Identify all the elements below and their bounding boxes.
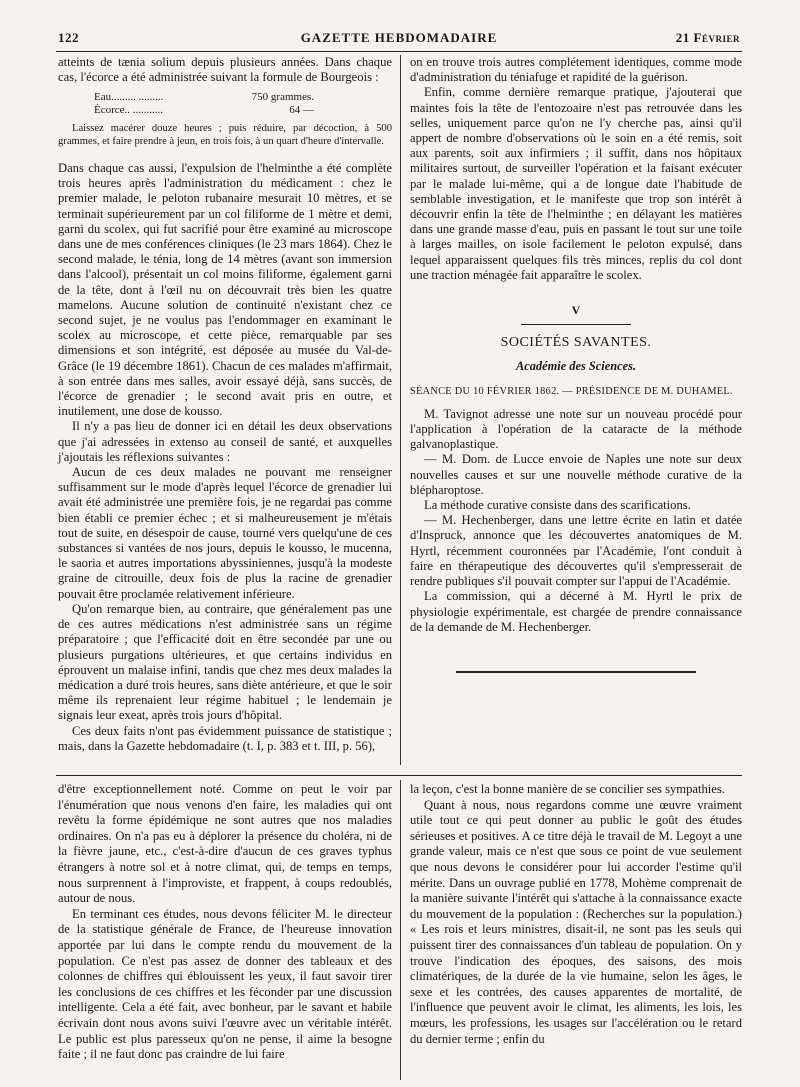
bourgeois-formula [94, 91, 392, 117]
section-end-rule [456, 671, 696, 673]
academy-paragraph: La méthode curative consiste dans des scarifications. [424, 498, 691, 513]
body-paragraph: Ces deux faits n'ont pas évidemment puissance de statistique ; mais, dans la Gazette hebdomadaire (t. I, p. 383 et t. III, p. 56), [58, 723, 392, 753]
ingredient-quantity: 64 — [289, 104, 314, 117]
lower-right-column [410, 782, 742, 1047]
body-paragraph: Dans chaque cas aussi, l'expulsion de l'helminthe a été complète trois heures après l'administration du médicament : chez le premier malade, le peloton rubanaire mesurait 10 mètres, et se terminait supérieurement par un col filiforme de 1 mètre et demi, garni du scolex, qui fut sacrifié pour être examiné au microscope dans une de mes conférences cliniques (le 23 mars 1864). Chez le second malade, le ténia, long de 14 mètres (avant son immersion dans l'alcool), présentait un col moins filiforme, également garni de la tête, dont à l'œil nu on découvrait très bien les quatre mamelons. Aucune solution de continuité n'existant chez ce second sujet, je ne voulus pas l'endommager en examinant le scolex au microscope, et cette pièce, remarquable par ses dimensions et son intégrité, est déposée au musée du Val-de-Grâce (le 19 décembre 1861). Chacun de ces malades m'affirmait, à son entrée dans mes salles, avoir essayé déjà, sans succès, de l'écorce de grenadier ; le second avait pris en outre, et inutilement, une dose de kousso. [58, 161, 392, 419]
seance-line: SÉANCE DU 10 FÉVRIER 1862. — PRÉSIDENCE DE M. DUHAMEL. [410, 385, 733, 397]
page-number: 122 [58, 30, 79, 45]
feuilleton-paragraph: En terminant ces études, nous devons féliciter M. le directeur de la statistique générale de France, de l'heureuse innovation apportée par lui dans le compte rendu du mouvement de la population. Ce n'est pas assez de donner des tableaux et des colonnes de chiffres qui éblouissent les yeux, il faut savoir tirer les conclusions de ces chiffres et les féconder par une discussion intelligente. Cela a été fait, avec bonheur, par le savant et habile écrivain dont nous avons suivi l'œuvre avec un véritable intérêt. Le public est plus paresseux qu'on ne pense, il aime la besogne faite ; il ne faut donc pas craindre de lui faire [58, 906, 392, 1062]
feuilleton-paragraph: Quant à nous, nous regardons comme une œuvre vraiment utile tout ce qui peut donner au public le goût des études sérieuses et positives. A ce titre déjà le travail de M. Legoyt a une grande valeur, mais ce n'est que sous ce point de vue seulement que nous devons le considérer pour lui accorder l'estime qu'il mérite. Dans un ouvrage publié en 1778, Mohème comprenait de la manière suivante l'intérêt qui s'attache à la connaissance exacte du mouvement de la population : (Recherches sur la population.) « Les rois et leurs ministres, disait-il, ne sont pas les seuls qui puissent tirer des connaissances d'un tableau de population. On y trouve l'indication des époques, des saisons, des mois climatériques, de la durée de la vie humaine, selon les âges, le sexe et les contrées, des causes apparentes de mortalité, de l'influence que peuvent avoir le climat, les aliments, les lois, les mœurs, les professions, les usages sur l'accélération ou le retard du dernier terme ; enfin du [410, 797, 742, 1046]
column-divider-lower [400, 780, 401, 1080]
body-paragraph: on en trouve trois autres complétement identiques, comme mode d'administration du téniafuge et rapidité de la guérison. [410, 55, 742, 85]
upper-left-column [58, 55, 392, 754]
intro-paragraph: atteints de tænia solium depuis plusieurs années. Dans chaque cas, l'écorce a été administrée suivant la formule de Bourgeois : [58, 55, 392, 85]
column-divider-upper [400, 55, 401, 765]
page-header [58, 30, 740, 48]
feuilleton-paragraph: d'être exceptionnellement noté. Comme on peut le voir par l'énumération que nous venons d'en faire, les maladies qui ont revêtu la forme épidémique ne sont autres que nos maladies ordinaires. On n'a pas eu à déplorer la présence du choléra, ni de la fièvre jaune, etc., c'est-à-dire d'aucun de ces graves typhus étrangers à notre sol et à notre climat, qui, de temps en temps, nous surprennent à l'improviste, et frappent, à coups redoublés, autour de nous. [58, 782, 392, 906]
preparation-instruction: Laissez macérer douze heures ; puis réduire, par décoction, à 500 grammes, et faire prendre à jeun, en trois fois, à un quart d'heure d'intervalle. [58, 123, 392, 148]
formula-row-eau [94, 91, 392, 104]
ingredient-name: Écorce.. ........... [94, 104, 164, 117]
body-paragraph: Enfin, comme dernière remarque pratique, j'ajouterai que maintes fois la tête de l'entozoaire n'est pas retrouvée dans les selles, uniquement parce qu'on ne l'y cherche pas, ainsi qu'il appert de nombre d'observations où le soin en a été remis, soit aux parents, soit aux infirmiers ; il suffit, dans nos hôpitaux militaires surtout, de surveiller l'opération et la faisant exécuter par le malade lui-même, qui a de longue date l'habitude de semblable investigation, et le manifeste que trop son intérêt à découvrir enfin la tête de l'helminthe ; en délayant les matières dans une grande masse d'eau, puis en passant le tout sur une toile à larges mailles, on isole facilement le peloton expulsé, dans lequel apparaissent quelques fils très minces, replis du col dont une traction ménagée fait apparaître le scolex. [410, 85, 742, 282]
feuilleton-rule [56, 775, 742, 776]
feuilleton-paragraph: la leçon, c'est la bonne manière de se concilier ses sympathies. [410, 782, 725, 796]
body-paragraph: Il n'y a pas lieu de donner ici en détail les deux observations que j'ai adressées in extenso au conseil de santé, et auxquelles j'ajoutais les réflexions suivantes : [58, 419, 392, 464]
section-title: SOCIÉTÉS SAVANTES. [500, 335, 652, 351]
header-rule [56, 51, 742, 52]
academy-paragraph: M. Tavignot adresse une note sur un nouveau procédé pour l'application à l'opération de la cataracte de la méthode galvanoplastique. [410, 406, 742, 452]
academy-heading: Académie des Sciences. [515, 359, 637, 374]
upper-right-column [410, 55, 742, 673]
section-rule [521, 324, 631, 325]
body-paragraph: Qu'on remarque bien, au contraire, que généralement pas une de ces autres médications n'est administrée sans un régime préparatoire ; que l'efficacité doit en être secondée par une ou plusieurs purgations ultérieures, et que certains individus en éprouvent un malaise infini, tandis que chez mes deux malades la médication a duré trois heures, sans diète antérieure, et que le soir même ils reprenaient leur régime habituel ; le lendemain je signais leur exeat, après trois jours d'hôpital. [58, 601, 392, 723]
ingredient-quantity: 750 grammes. [251, 91, 314, 104]
section-number: V [571, 303, 581, 318]
academy-paragraph: La commission, qui a décerné à M. Hyrtl le prix de physiologie expérimentale, est chargée de prendre connaissance de la demande de M. Hechenberger. [410, 589, 742, 634]
lower-left-column [58, 782, 392, 1063]
formula-row-ecorce [94, 104, 392, 117]
body-paragraph: Aucun de ces deux malades ne pouvant me renseigner suffisamment sur le mode d'après lequel l'écorce de grenadier lui avait été administrée une première fois, je ne regardai pas comme bien établi ce premier échec ; et si malheureusement je m'étais tout de suite, en désespoir de cause, tourné vers quelqu'une de ces substances si vantées de nos jours, depuis le kousso, le mucenna, le saoria et autres importations abyssiniennes, jusqu'à la modeste graine de citrouille, deux fois de plus la racine de grenadier pouvait être proclamée relativement inférieure. [58, 465, 392, 601]
ingredient-name: Eau......... ......... [94, 91, 164, 104]
issue-date: 21 Février [675, 30, 740, 45]
academy-paragraph: — M. Dom. de Lucce envoie de Naples une note sur deux nouvelles causes et sur une nouvelle méthode curative de la blépharoptose. [410, 452, 742, 497]
journal-title: GAZETTE HEBDOMADAIRE [300, 30, 498, 45]
academy-paragraph: — M. Hechenberger, dans une lettre écrite en latin et datée d'Inspruck, annonce que les découvertes anatomiques de M. Hyrtl, récemment couronnées par l'Académie, l'ont conduit à faire en thérapeutique des découvertes qu'il s'empresserait de rendre publiques s'il pouvait compter sur l'appui de l'Académie. [410, 513, 742, 589]
